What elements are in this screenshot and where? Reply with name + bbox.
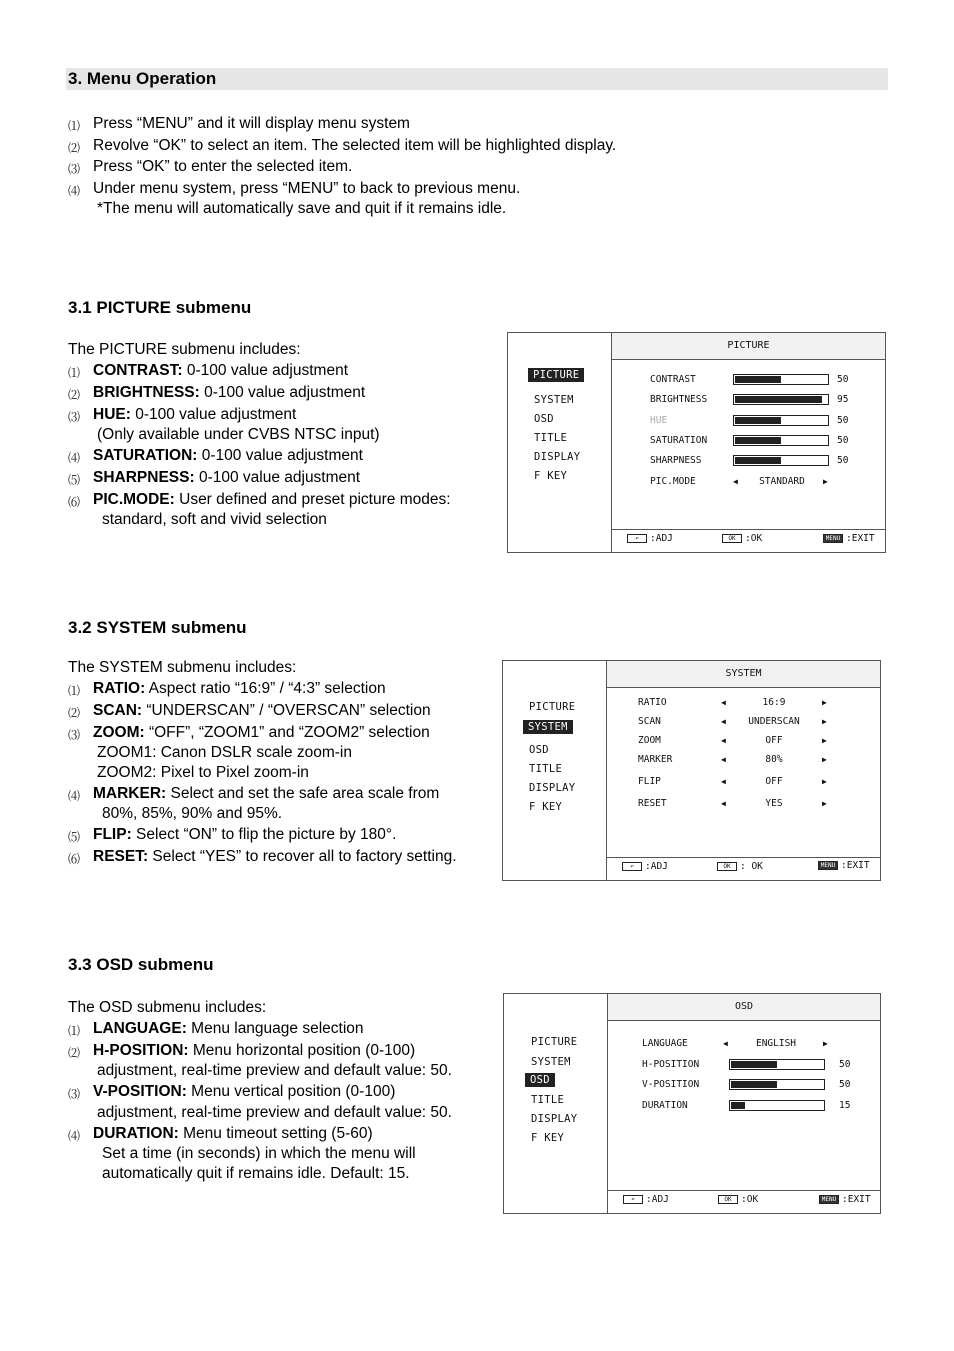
pic-mode-label: PIC.MODE: [650, 476, 696, 487]
ok-key-icon: OK: [718, 1195, 738, 1204]
step-text: Revolve “OK” to select an item. The selected item will be highlighted display.: [93, 137, 617, 154]
reset-value: YES: [765, 798, 783, 809]
item-number: ⑹: [68, 852, 81, 866]
osd-item: LANGUAGE: Menu language selection: [93, 1020, 364, 1037]
system-item: ZOOM: “OFF”, “ZOOM1” and “ZOOM2” selection: [93, 724, 430, 741]
menu-item-osd: OSD: [525, 1073, 555, 1087]
language-label: LANGUAGE: [642, 1038, 688, 1049]
section-title: 3. Menu Operation: [68, 69, 217, 88]
brightness-value: 95: [837, 394, 849, 405]
hue-label: HUE: [650, 415, 668, 426]
ratio-label: RATIO: [638, 697, 667, 708]
osd-item: DURATION: Menu timeout setting (5-60): [93, 1125, 373, 1142]
section-header: [66, 68, 888, 90]
item-number: ⑴: [68, 366, 81, 380]
ok-key-icon: OK: [722, 534, 742, 543]
contrast-label: CONTRAST: [650, 374, 696, 385]
item-number: ⑷: [68, 789, 81, 803]
duration-value: 15: [839, 1100, 851, 1111]
right-arrow-icon: ▶: [822, 717, 827, 726]
left-arrow-icon: ◀: [721, 755, 726, 764]
item-number: ⑶: [68, 410, 81, 424]
left-arrow-icon: ◀: [721, 777, 726, 786]
flip-value: OFF: [765, 776, 783, 787]
menu-item-osd: OSD: [529, 744, 549, 756]
adj-hint: ↶ :ADJ: [623, 1194, 669, 1205]
item-number: ⑶: [68, 728, 81, 742]
picture-menu-screenshot: [507, 332, 886, 553]
system-item: MARKER: Select and set the safe area scale from: [93, 785, 440, 802]
right-arrow-icon: ▶: [822, 777, 827, 786]
duration-bar: [729, 1100, 825, 1111]
marker-note: 80%, 85%, 90% and 95%.: [102, 805, 283, 822]
exit-hint: MENU :EXIT: [823, 533, 875, 544]
hue-bar: [733, 415, 829, 426]
brightness-bar: [733, 394, 829, 405]
right-arrow-icon: ▶: [822, 799, 827, 808]
menu-header: PICTURE: [612, 333, 885, 360]
left-arrow-icon: ◀: [721, 736, 726, 745]
hue-value: 50: [837, 415, 849, 426]
right-arrow-icon: ▶: [823, 1039, 828, 1048]
left-arrow-icon: ◀: [721, 717, 726, 726]
step-number: ⑶: [68, 162, 81, 176]
brightness-label: BRIGHTNESS: [650, 394, 708, 405]
menu-item-fkey: F KEY: [529, 801, 563, 813]
menu-item-fkey: F KEY: [531, 1132, 565, 1144]
left-arrow-icon: ◀: [733, 477, 738, 486]
ok-hint: OK : OK: [717, 861, 763, 872]
scan-value: UNDERSCAN: [748, 716, 800, 727]
flip-label: FLIP: [638, 776, 661, 787]
hue-note: (Only available under CVBS NTSC input): [97, 426, 380, 443]
ok-key-icon: OK: [717, 862, 737, 871]
v-position-label: V-POSITION: [642, 1079, 700, 1090]
system-item: RESET: Select “YES” to recover all to factory setting.: [93, 848, 457, 865]
duration-note: Set a time (in seconds) in which the menu will: [102, 1145, 416, 1162]
menu-item-fkey: F KEY: [534, 470, 568, 482]
language-value: ENGLISH: [755, 1038, 797, 1049]
h-position-note: adjustment, real-time preview and default value: 50.: [97, 1062, 452, 1079]
sharpness-bar: [733, 455, 829, 466]
left-arrow-icon: ◀: [721, 799, 726, 808]
menu-item-title: TITLE: [531, 1094, 565, 1106]
menu-header: OSD: [608, 994, 880, 1021]
pic-mode-value: STANDARD: [759, 476, 805, 487]
menu-item-title: TITLE: [529, 763, 563, 775]
system-item: FLIP: Select “ON” to flip the picture by 180°.: [93, 826, 397, 843]
duration-label: DURATION: [642, 1100, 688, 1111]
zoom1-note: ZOOM1: Canon DSLR scale zoom-in: [97, 744, 352, 761]
menu-item-system: SYSTEM: [534, 394, 574, 406]
idle-note: *The menu will automatically save and quit if it remains idle.: [97, 200, 507, 217]
zoom-value: OFF: [765, 735, 783, 746]
exit-hint: MENU :EXIT: [819, 1194, 871, 1205]
menu-item-picture: PICTURE: [528, 368, 584, 382]
v-position-bar: [729, 1079, 825, 1090]
menu-item-system: SYSTEM: [531, 1056, 571, 1068]
step-text: Press “OK” to enter the selected item.: [93, 158, 353, 175]
h-position-label: H-POSITION: [642, 1059, 700, 1070]
system-title: 3.2 SYSTEM submenu: [68, 618, 247, 637]
knob-icon: ↶: [627, 534, 647, 543]
picture-item: SATURATION: 0-100 value adjustment: [93, 447, 363, 464]
left-arrow-icon: ◀: [721, 698, 726, 707]
right-arrow-icon: ▶: [822, 736, 827, 745]
item-number: ⑸: [68, 830, 81, 844]
marker-label: MARKER: [638, 754, 673, 765]
menu-key-icon: MENU: [819, 1195, 839, 1204]
marker-value: 80%: [765, 754, 783, 765]
menu-item-display: DISPLAY: [531, 1113, 578, 1125]
picture-item: SHARPNESS: 0-100 value adjustment: [93, 469, 361, 486]
menu-key-icon: MENU: [823, 534, 843, 543]
picture-item: PIC.MODE: User defined and preset picture modes:: [93, 491, 451, 508]
saturation-value: 50: [837, 435, 849, 446]
osd-intro: The OSD submenu includes:: [68, 999, 267, 1016]
h-position-bar: [729, 1059, 825, 1070]
item-number: ⑵: [68, 388, 81, 402]
item-number: ⑷: [68, 1129, 81, 1143]
item-number: ⑹: [68, 495, 81, 509]
menu-key-icon: MENU: [818, 861, 838, 870]
system-menu-screenshot: [502, 660, 881, 881]
picture-intro: The PICTURE submenu includes:: [68, 341, 301, 358]
menu-item-picture: PICTURE: [529, 701, 576, 713]
saturation-label: SATURATION: [650, 435, 708, 446]
adj-hint: ↶ :ADJ: [627, 533, 673, 544]
step-text: Under menu system, press “MENU” to back to previous menu.: [93, 180, 521, 197]
system-item: RATIO: Aspect ratio “16:9” / “4:3” selection: [93, 680, 386, 697]
right-arrow-icon: ▶: [822, 755, 827, 764]
sharpness-value: 50: [837, 455, 849, 466]
step-number: ⑵: [68, 141, 81, 155]
item-number: ⑷: [68, 451, 81, 465]
item-number: ⑶: [68, 1087, 81, 1101]
menu-item-system: SYSTEM: [523, 720, 573, 734]
menu-item-title: TITLE: [534, 432, 568, 444]
item-number: ⑸: [68, 473, 81, 487]
contrast-value: 50: [837, 374, 849, 385]
zoom2-note: ZOOM2: Pixel to Pixel zoom-in: [97, 764, 309, 781]
sharpness-label: SHARPNESS: [650, 455, 702, 466]
ok-hint: OK :OK: [722, 533, 762, 544]
osd-item: V-POSITION: Menu vertical position (0-100): [93, 1083, 396, 1100]
zoom-label: ZOOM: [638, 735, 661, 746]
mode-note: standard, soft and vivid selection: [102, 511, 327, 528]
osd-item: H-POSITION: Menu horizontal position (0-100): [93, 1042, 416, 1059]
osd-title: 3.3 OSD submenu: [68, 955, 214, 974]
picture-item: CONTRAST: 0-100 value adjustment: [93, 362, 348, 379]
ok-hint: OK :OK: [718, 1194, 758, 1205]
knob-icon: ↶: [622, 862, 642, 871]
right-arrow-icon: ▶: [823, 477, 828, 486]
menu-item-osd: OSD: [534, 413, 554, 425]
item-number: ⑴: [68, 684, 81, 698]
menu-item-display: DISPLAY: [534, 451, 581, 463]
step-text: Press “MENU” and it will display menu system: [93, 115, 410, 132]
scan-label: SCAN: [638, 716, 661, 727]
menu-item-display: DISPLAY: [529, 782, 576, 794]
osd-menu-screenshot: [503, 993, 881, 1214]
picture-item: BRIGHTNESS: 0-100 value adjustment: [93, 384, 366, 401]
menu-header: SYSTEM: [607, 661, 880, 688]
adj-hint: ↶ :ADJ: [622, 861, 668, 872]
step-number: ⑷: [68, 184, 81, 198]
exit-hint: MENU :EXIT: [818, 860, 870, 871]
h-position-value: 50: [839, 1059, 851, 1070]
item-number: ⑴: [68, 1024, 81, 1038]
saturation-bar: [733, 435, 829, 446]
knob-icon: ↶: [623, 1195, 643, 1204]
step-number: ⑴: [68, 119, 81, 133]
right-arrow-icon: ▶: [822, 698, 827, 707]
item-number: ⑵: [68, 1046, 81, 1060]
picture-item: HUE: 0-100 value adjustment: [93, 406, 297, 423]
system-intro: The SYSTEM submenu includes:: [68, 659, 297, 676]
left-arrow-icon: ◀: [723, 1039, 728, 1048]
contrast-bar: [733, 374, 829, 385]
item-number: ⑵: [68, 706, 81, 720]
reset-label: RESET: [638, 798, 667, 809]
picture-title: 3.1 PICTURE submenu: [68, 298, 252, 317]
system-item: SCAN: “UNDERSCAN” / “OVERSCAN” selection: [93, 702, 431, 719]
v-position-value: 50: [839, 1079, 851, 1090]
v-position-note: adjustment, real-time preview and default value: 50.: [97, 1104, 452, 1121]
duration-note: automatically quit if remains idle. Default: 15.: [102, 1165, 410, 1182]
menu-item-picture: PICTURE: [531, 1036, 578, 1048]
ratio-value: 16:9: [762, 697, 786, 708]
